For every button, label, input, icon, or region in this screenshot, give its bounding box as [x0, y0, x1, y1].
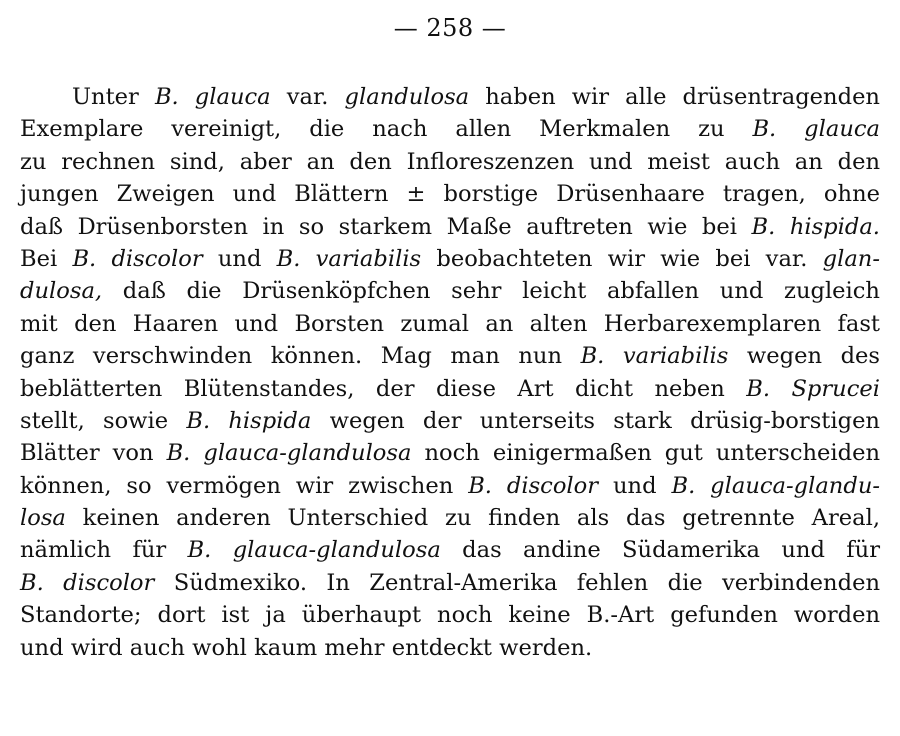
- text-line: [20, 502, 880, 534]
- page-number: — 258 —: [393, 14, 507, 42]
- italic-text: B. hispida.: [751, 213, 880, 240]
- italic-text: B. glauca-glandulosa: [187, 537, 441, 564]
- text-segment: Bei: [20, 245, 73, 272]
- text-segment: jungen Zweigen und Blättern ± borstige Drüsenhaare tragen, ohne: [20, 181, 880, 208]
- text-segment: nämlich für: [20, 537, 188, 564]
- italic-text: B. variabilis: [580, 343, 729, 370]
- text-line: [20, 275, 880, 307]
- text-line: [20, 243, 880, 275]
- text-segment: ganz verschwinden können. Mag man nun: [20, 343, 581, 370]
- italic-text: B. variabilis: [276, 245, 422, 272]
- text-line: [20, 599, 880, 631]
- text-segment: keinen anderen Unterschied zu finden als das getrennte Areal,: [65, 505, 880, 532]
- text-segment: noch einigermaßen gut unterscheiden: [411, 440, 881, 467]
- text-segment: und: [598, 472, 672, 499]
- italic-text: B. discolor: [468, 472, 599, 499]
- italic-text: B. glauca-glandu-: [671, 472, 880, 499]
- text-segment: zu rechnen sind, aber an den Infloreszenzen und meist auch an den: [20, 148, 880, 175]
- text-segment: und wird auch wohl kaum mehr entdeckt werden.: [20, 634, 593, 661]
- text-segment: Standorte; dort ist ja überhaupt noch keine B.-Art gefunden worden: [20, 602, 880, 629]
- italic-text: dulosa,: [20, 278, 103, 305]
- text-segment: Unter: [72, 84, 155, 110]
- text-line: [20, 534, 880, 566]
- text-line: [20, 113, 880, 145]
- italic-text: glan-: [822, 245, 880, 272]
- text-segment: daß die Drüsenköpfchen sehr leicht abfallen und zugleich: [102, 278, 880, 305]
- text-segment: stellt, sowie: [20, 407, 187, 434]
- text-line: [20, 81, 880, 113]
- italic-text: B. Sprucei: [746, 375, 880, 402]
- text-line: [20, 632, 880, 664]
- text-line: [20, 373, 880, 405]
- italic-text: B. discolor: [20, 569, 155, 596]
- text-line: [20, 437, 880, 469]
- text-segment: Blätter von: [20, 440, 167, 467]
- italic-text: B. glauca: [154, 84, 271, 110]
- text-segment: Exemplare vereinigt, die nach allen Merkmalen zu: [20, 116, 753, 143]
- text-line: [20, 405, 880, 437]
- italic-text: B. hispida: [186, 407, 312, 434]
- text-segment: var.: [270, 84, 345, 110]
- italic-text: losa: [20, 505, 66, 532]
- text-line: [20, 146, 880, 178]
- text-line: [20, 470, 880, 502]
- italic-text: B. discolor: [72, 245, 203, 272]
- text-segment: können, so vermögen wir zwischen: [20, 472, 469, 499]
- text-line: [20, 211, 880, 243]
- italic-text: glandulosa: [344, 84, 470, 110]
- italic-text: B. glauca: [752, 116, 880, 143]
- text-segment: wegen des: [728, 343, 881, 370]
- body-paragraph: [20, 81, 880, 664]
- text-segment: daß Drüsenborsten in so starkem Maße auftreten wie bei: [20, 213, 752, 240]
- text-segment: wegen der unterseits stark drüsig-borstigen: [311, 407, 880, 434]
- text-segment: beblätterten Blütenstandes, der diese Art dicht neben: [20, 375, 747, 402]
- text-segment: haben wir alle drüsentragenden: [469, 84, 880, 110]
- text-line: [20, 308, 880, 340]
- text-line: [20, 178, 880, 210]
- text-segment: das andine Südamerika und für: [440, 537, 881, 564]
- text-segment: mit den Haaren und Borsten zumal an alten Herbarexemplaren fast: [20, 310, 880, 337]
- text-segment: beobachteten wir wie bei var.: [421, 245, 823, 272]
- text-segment: Südmexiko. In Zentral-Amerika fehlen die verbindenden: [154, 569, 880, 596]
- text-segment: und: [202, 245, 277, 272]
- text-line: [20, 567, 880, 599]
- italic-text: B. glauca-glandulosa: [166, 440, 412, 467]
- text-line: [20, 340, 880, 372]
